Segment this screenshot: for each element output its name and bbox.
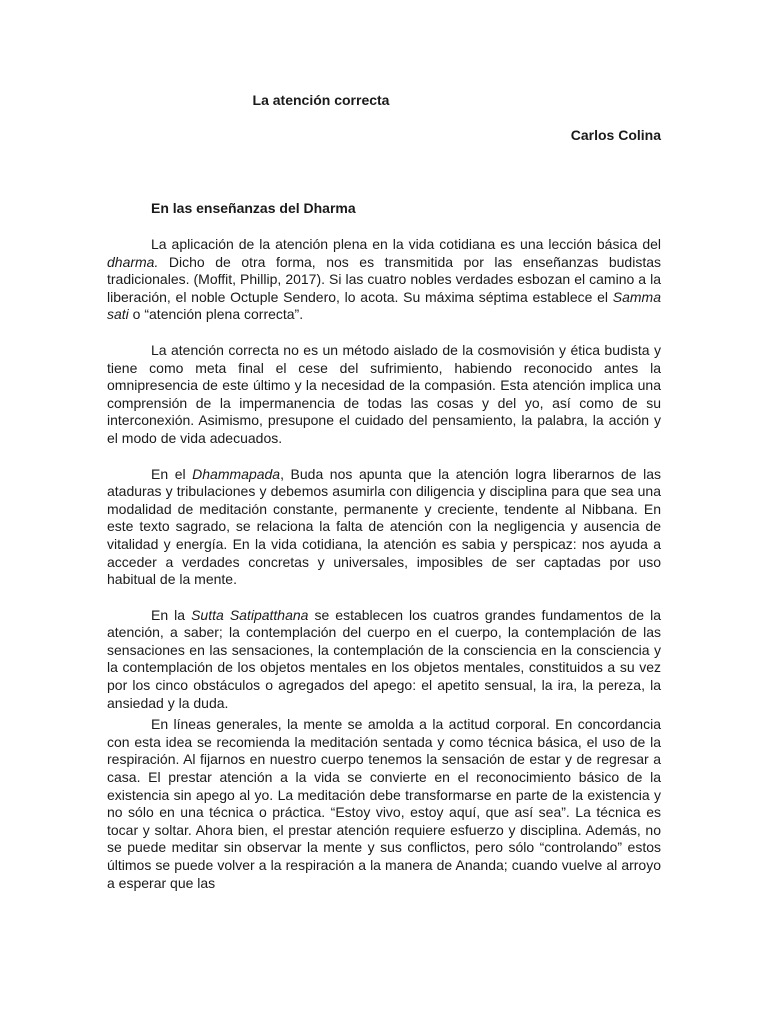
document-title: La atención correcta — [252, 92, 390, 108]
document-author: Carlos Colina — [570, 127, 661, 143]
paragraph — [107, 342, 661, 448]
italic-term: Dhammapada — [192, 465, 281, 482]
text-run: En la — [151, 606, 192, 623]
paragraph — [107, 716, 661, 892]
text-run: se establecen los cuatros grandes fundamentos de la atención, a saber; la contemplación del cuerpo en el cuerpo, la contemplación de las sensaciones en las sensaciones, la contemplación de la consciencia en la consciencia y la contemplación de los objetos mentales en los objetos mentales, constituidos a su vez por los cinco obstáculos o agregados del apego: el apetito sensual, la ira, la pereza, la ansiedad y la duda. — [107, 606, 661, 711]
paragraph — [107, 466, 661, 589]
document-body — [107, 236, 661, 910]
text-run: Dicho de otra forma, nos es transmitida por las enseñanzas budistas tradicionales. (Moffit, Phillip, 2017). Si las cuatro nobles verdades esbozan el camino a la liberación, el noble Octuple Sendero, lo acota. Su máxima séptima establece el — [107, 253, 661, 305]
text-run: La aplicación de la atención plena en la vida cotidiana es una lección básica del — [151, 236, 661, 252]
paragraph — [107, 236, 661, 324]
italic-term: dharma. — [107, 253, 159, 270]
text-run: o “atención plena correcta”. — [128, 306, 304, 323]
section-heading: En las enseñanzas del Dharma — [151, 200, 356, 216]
italic-term: Samma sati — [107, 288, 661, 323]
text-run: En líneas generales, la mente se amolda a la actitud corporal. En concordancia con esta idea se recomienda la meditación sentada y como técnica básica, el uso de la respiración. Al fijarnos en nuestro cuerpo tenemos la sensación de estar y de regresar a casa. El prestar atención a la vida se convierte en el reconocimiento básico de la existencia sin apego al yo. La meditación debe transformarse en parte de la existencia y no sólo en una técnica o práctica. “Estoy vivo, estoy aquí, que así sea”. La técnica es tocar y soltar. Ahora bien, el prestar atención requiere esfuerzo y disciplina. Además, no se puede meditar sin observar la mente y sus conflictos, pero sólo “controlando” estos últimos se puede volver a la respiración a la manera de Ananda; cuando vuelve al arroyo a esperar que las — [107, 716, 661, 891]
italic-term: Sutta Satipatthana — [191, 606, 309, 623]
paragraph — [107, 607, 661, 713]
text-run: En el — [151, 465, 193, 482]
text-run: La atención correcta no es un método aislado de la cosmovisión y ética budista y tiene como meta final el cese del sufrimiento, habiendo reconocido antes la omnipresencia de este último y la necesidad de la compasión. Esta atención implica una comprensión de la impermanencia de todas las cosas y del yo, así como de su interconexión. Asimismo, presupone el cuidado del pensamiento, la palabra, la acción y el modo de vida adecuados. — [107, 341, 661, 446]
text-run: , Buda nos apunta que la atención logra liberarnos de las ataduras y tribulaciones y debemos asumirla con diligencia y disciplina para que sea una modalidad de meditación constante, permanente y creciente, tendente al Nibbana. En este texto sagrado, se relaciona la falta de atención con la negligencia y ausencia de vitalidad y energía. En la vida cotidiana, la atención es sabia y perspicaz: nos ayuda a acceder a verdades concretas y universales, imposibles de ser captadas por uso habitual de la mente. — [107, 465, 661, 588]
